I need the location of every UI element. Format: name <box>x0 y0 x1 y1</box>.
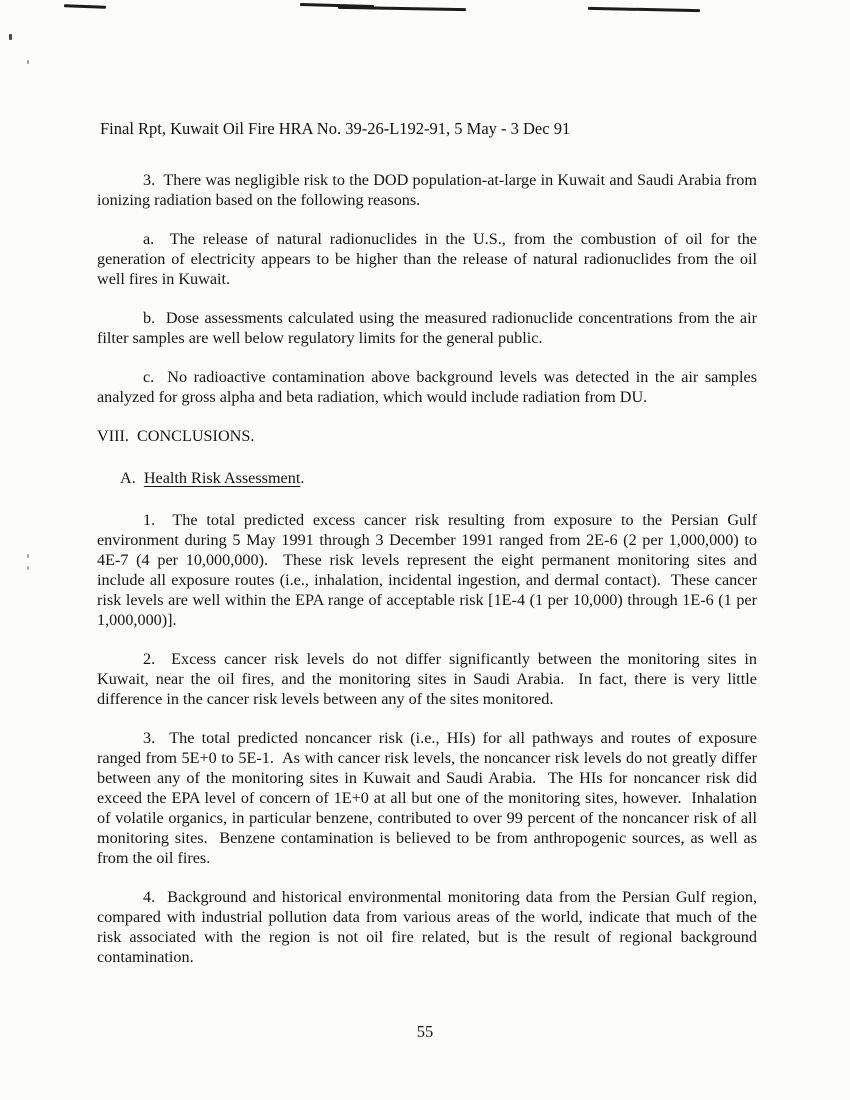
scan-artifact-line <box>338 6 466 11</box>
scan-artifact-mark <box>9 34 12 40</box>
paragraph-a4: 4. Background and historical environmental monitoring data from the Persian Gulf region, compared with industrial pollution data from various areas of the world, indicate that much of the risk associated with the region is not oil fire related, but is the result of regional background contamination. <box>97 888 762 966</box>
scan-artifact-mark <box>27 566 29 570</box>
subsection-heading-health-risk-assessment <box>97 468 757 488</box>
paragraph-3c: c. No radioactive contamination above background levels was detected in the air samples analyzed for gross alpha and beta radiation, which would include radiation from DU. <box>97 368 762 406</box>
subsection-letter: A. <box>120 469 144 487</box>
paragraph-a3: 3. The total predicted noncancer risk (i.e., HIs) for all pathways and routes of exposure ranged from 5E+0 to 5E-1. As with cancer risk levels, the noncancer risk levels do not greatly differ between any of the monitoring sites in Kuwait and Saudi Arabia. The HIs for noncancer risk did exceed the EPA level of concern of 1E+0 at all but one of the monitoring sites, however. Inhalation of volatile organics, in particular benzene, contributed to over 99 percent of the noncancer risk of all monitoring sites. Benzene contamination is believed to be from anthropogenic sources, as well as from the oil fires. <box>97 729 762 867</box>
scan-artifact-mark <box>27 554 29 558</box>
paragraph-3b: b. Dose assessments calculated using the measured radionuclide concentrations from the air filter samples are well below regulatory limits for the general public. <box>97 309 762 347</box>
paragraph-a1: 1. The total predicted excess cancer risk resulting from exposure to the Persian Gulf environment during 5 May 1991 through 3 December 1991 ranged from 2E-6 (2 per 1,000,000) to 4E-7 (4 per 10,000,000). These risk levels represent the eight permanent monitoring sites and include all exposure routes (i.e., inhalation, incidental ingestion, and dermal contact). These cancer risk levels are well within the EPA range of acceptable risk [1E-4 (1 per 10,000) through 1E-6 (1 per 1,000,000)]. <box>97 511 762 629</box>
paragraph-a2: 2. Excess cancer risk levels do not differ significantly between the monitoring sites in Kuwait, near the oil fires, and the monitoring sites in Saudi Arabia. In fact, there is very little difference in the cancer risk levels between any of the sites monitored. <box>97 650 762 708</box>
scan-artifact-line <box>588 7 700 12</box>
page-number: 55 <box>416 1022 434 1041</box>
paragraph-3: 3. There was negligible risk to the DOD population-at-large in Kuwait and Saudi Arabia from ionizing radiation based on the following reasons. <box>97 171 762 209</box>
section-heading-conclusions: VIII. CONCLUSIONS. <box>97 427 255 445</box>
paragraph-3a: a. The release of natural radionuclides in the U.S., from the combustion of oil for the generation of electricity appears to be higher than the release of natural radionuclides from the oil well fires in Kuwait. <box>97 230 762 288</box>
document-header: Final Rpt, Kuwait Oil Fire HRA No. 39-26-L192-91, 5 May - 3 Dec 91 <box>100 119 571 138</box>
document-body <box>97 170 762 986</box>
scan-artifact-line <box>64 4 106 8</box>
subsection-title: Health Risk Assessment <box>143 469 301 487</box>
subsection-period: . <box>300 469 305 487</box>
scan-artifact-mark <box>27 60 29 64</box>
